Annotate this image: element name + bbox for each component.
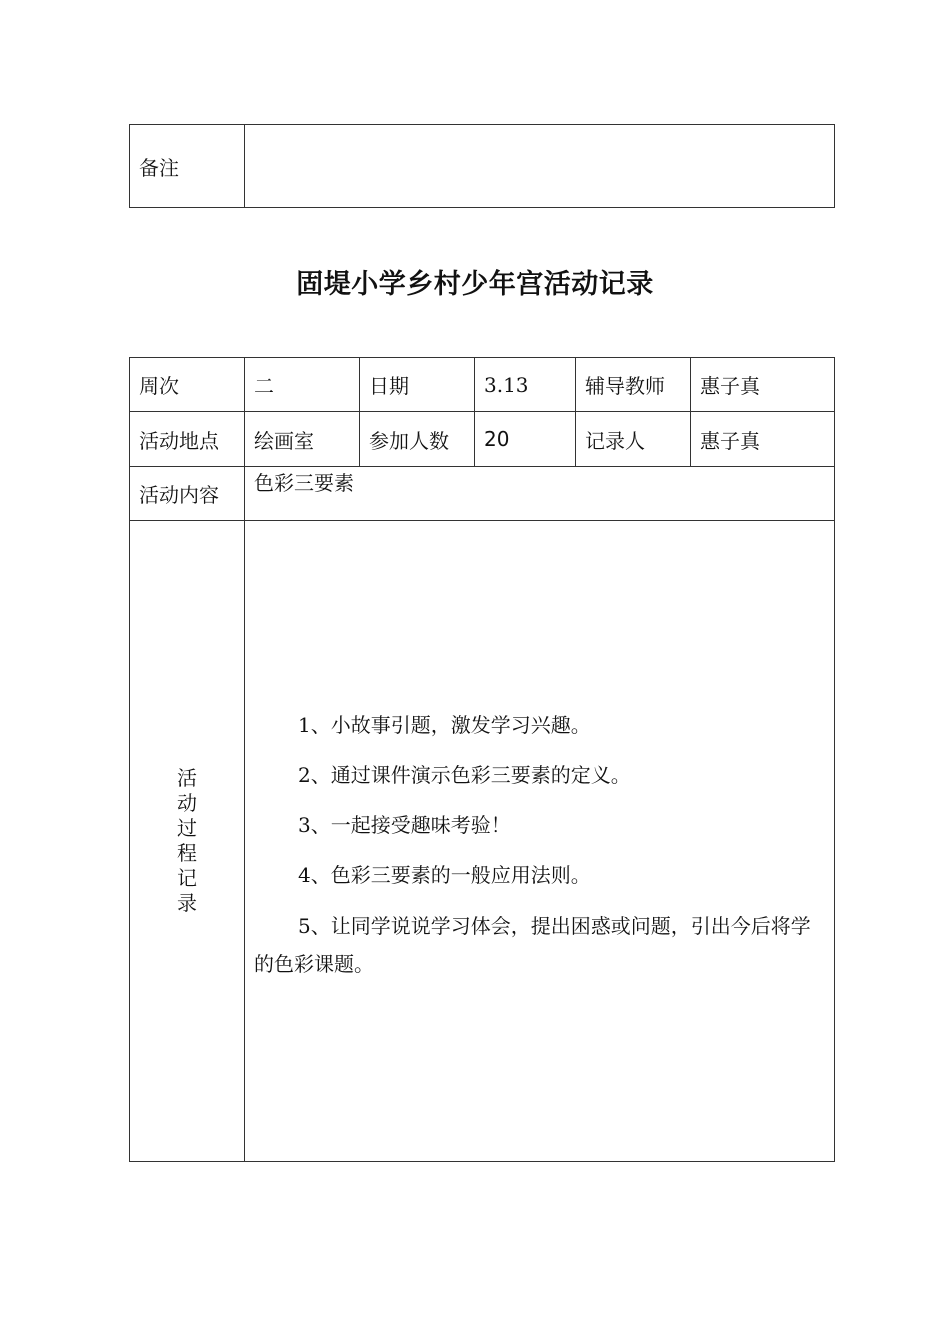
record-row-3 — [130, 467, 835, 521]
count-label: 参加人数 — [360, 412, 475, 467]
record-row-1 — [130, 358, 835, 412]
remark-table — [129, 124, 835, 208]
remark-value — [245, 125, 835, 208]
content-value: 色彩三要素 — [245, 467, 835, 521]
place-label: 活动地点 — [130, 412, 245, 467]
recorder-value: 惠子真 — [691, 412, 835, 467]
recorder-label: 记录人 — [576, 412, 691, 467]
content-label: 活动内容 — [130, 467, 245, 521]
process-item: 3、一起接受趣味考验！ — [298, 813, 511, 837]
week-label: 周次 — [130, 358, 245, 412]
process-label: 活动过程记录 — [177, 766, 197, 915]
count-value: 20 — [475, 412, 576, 467]
remark-row — [130, 125, 835, 208]
record-row-process — [130, 521, 835, 1162]
process-list — [254, 521, 828, 983]
date-label: 日期 — [360, 358, 475, 412]
date-value: 3.13 — [475, 358, 576, 412]
week-value: 二 — [245, 358, 360, 412]
place-value: 绘画室 — [245, 412, 360, 467]
process-item: 2、通过课件演示色彩三要素的定义。 — [298, 763, 631, 787]
process-item: 4、色彩三要素的一般应用法则。 — [298, 863, 591, 887]
process-item: 5、让同学说说学习体会，提出困惑或问题，引出今后将学的色彩课题。 — [254, 914, 811, 976]
page-title: 固堤小学乡村少年宫活动记录 — [296, 269, 654, 300]
process-content — [245, 521, 835, 1162]
teacher-label: 辅导教师 — [576, 358, 691, 412]
teacher-value: 惠子真 — [691, 358, 835, 412]
process-item: 1、小故事引题，激发学习兴趣。 — [298, 713, 591, 737]
remark-label: 备注 — [130, 125, 245, 208]
activity-record-table — [129, 357, 835, 1162]
process-label-cell — [130, 521, 245, 1162]
record-row-2 — [130, 412, 835, 467]
